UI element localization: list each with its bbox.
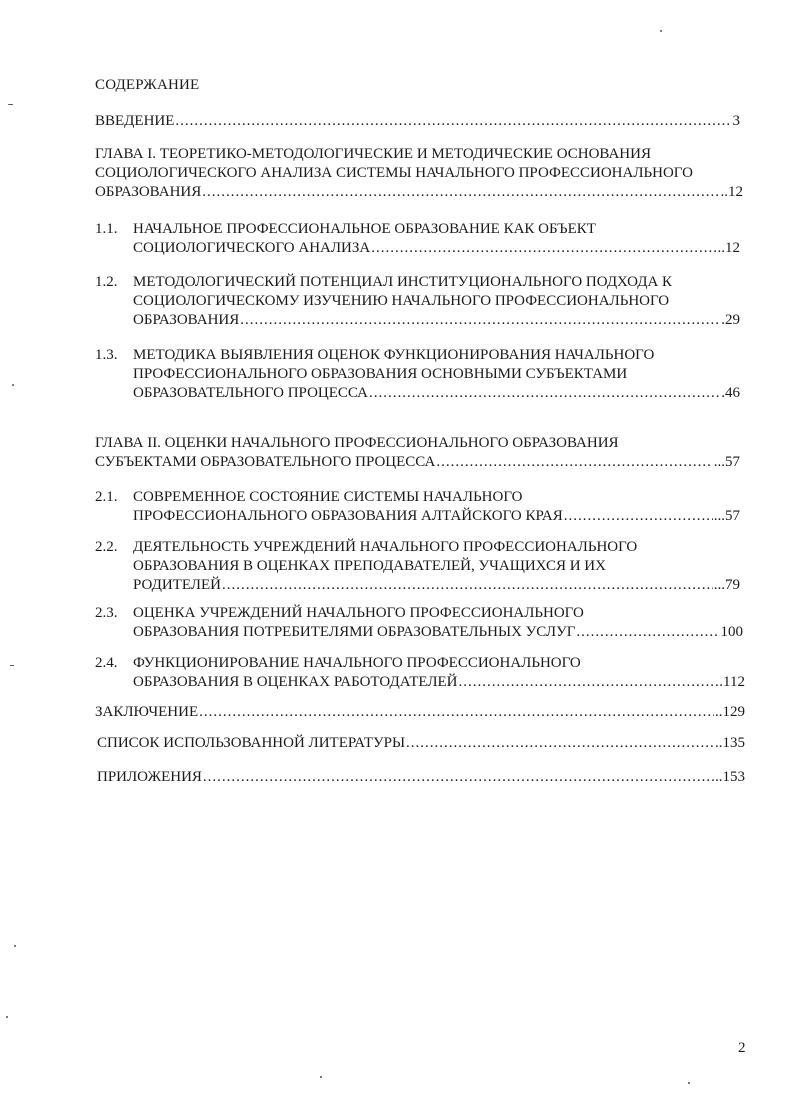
leader-dots (222, 576, 713, 595)
section-number: 2.3. (95, 605, 118, 621)
section-title-line: РОДИТЕЛЕЙ (133, 577, 221, 593)
section-title-line: ОБРАЗОВАТЕЛЬНОГО ПРОЦЕССА (133, 385, 368, 401)
toc-entry-section-2-4 (95, 654, 745, 694)
scan-speck (10, 665, 14, 666)
toc-entry-label: ПРИЛОЖЕНИЯ (97, 769, 202, 785)
toc-page-number: .112 (719, 674, 745, 690)
section-number: 1.1. (95, 221, 118, 237)
toc-entry-chapter-2 (95, 434, 740, 472)
toc-entry-appendices (97, 768, 745, 787)
toc-entry-section-2-1 (95, 488, 740, 528)
section-title-line: ОБРАЗОВАНИЯ (133, 312, 240, 328)
toc-entry-label: ВВЕДЕНИЕ (95, 113, 175, 129)
section-number: 2.1. (95, 489, 118, 505)
leader-dots (371, 239, 716, 258)
toc-entry-label: СПИСОК ИСПОЛЬЗОВАННОЙ ЛИТЕРАТУРЫ (97, 735, 406, 751)
scan-speck (320, 1076, 322, 1078)
section-number: 2.4. (95, 655, 118, 671)
chapter-title-line: СУБЪЕКТАМИ ОБРАЗОВАТЕЛЬНОГО ПРОЦЕССА (95, 454, 436, 470)
toc-page-number: ..135 (715, 735, 745, 751)
chapter-title-line: ГЛАВА I. ТЕОРЕТИКО-МЕТОДОЛОГИЧЕСКИЕ И МЕТОДИЧЕСКИЕ ОСНОВАНИЯ (95, 146, 651, 162)
section-title-line: ПРОФЕССИОНАЛЬНОГО ОБРАЗОВАНИЯ АЛТАЙСКОГО КРАЯ (133, 508, 563, 524)
section-title-line: ОЦЕНКА УЧРЕЖДЕНИЙ НАЧАЛЬНОГО ПРОФЕССИОНАЛЬНОГО (133, 605, 584, 621)
leader-dots (436, 453, 712, 472)
scan-speck (660, 30, 662, 32)
toc-page-number: ..129 (715, 704, 745, 720)
scan-speck (12, 384, 14, 386)
toc-entry-chapter-1 (95, 145, 743, 202)
toc-page-number: ...57 (713, 454, 740, 470)
leader-dots (202, 183, 719, 202)
leader-dots (564, 507, 713, 526)
toc-entry-section-1-1 (95, 220, 740, 260)
scan-speck (688, 1082, 690, 1084)
chapter-title-line: СОЦИОЛОГИЧЕСКОГО АНАЛИЗА СИСТЕМЫ НАЧАЛЬНОГО ПРОФЕССИОНАЛЬНОГО (95, 165, 693, 181)
toc-entry-conclusion (95, 703, 745, 722)
toc-page-number: ...57 (713, 508, 740, 524)
leader-dots (175, 112, 731, 131)
section-number: 1.2. (95, 274, 118, 290)
section-title-line: СОЦИОЛОГИЧЕСКОГО АНАЛИЗА (133, 240, 371, 256)
section-number: 2.2. (95, 539, 118, 555)
toc-page-number: ..153 (715, 769, 745, 785)
toc-page-number: 3 (732, 113, 740, 129)
toc-entry-introduction (95, 112, 740, 131)
toc-page-number: 100 (720, 624, 743, 640)
section-title-line: ПРОФЕССИОНАЛЬНОГО ОБРАЗОВАНИЯ ОСНОВНЫМИ СУБЪЕКТАМИ (133, 366, 628, 382)
toc-page-number: ..12 (717, 240, 740, 256)
leader-dots (576, 623, 719, 642)
section-number: 1.3. (95, 347, 118, 363)
toc-entry-section-1-2 (95, 273, 740, 333)
section-title-line: МЕТОДОЛОГИЧЕСКИЙ ПОТЕНЦИАЛ ИНСТИТУЦИОНАЛЬНОГО ПОДХОДА К (133, 274, 673, 290)
section-title-line: ОБРАЗОВАНИЯ В ОЦЕНКАХ РАБОТОДАТЕЛЕЙ (133, 674, 458, 690)
toc-page-number: .46 (721, 385, 740, 401)
leader-dots (369, 384, 720, 403)
section-title-line: ОБРАЗОВАНИЯ В ОЦЕНКАХ ПРЕПОДАВАТЕЛЕЙ, УЧАЩИХСЯ И ИХ (133, 558, 606, 574)
toc-entry-section-2-3 (95, 604, 743, 644)
scan-speck (14, 945, 16, 947)
page-number: 2 (738, 1040, 746, 1056)
toc-entry-label: ЗАКЛЮЧЕНИЕ (95, 704, 199, 720)
section-title-line: ОБРАЗОВАНИЯ ПОТРЕБИТЕЛЯМИ ОБРАЗОВАТЕЛЬНЫХ УСЛУГ (133, 624, 576, 640)
toc-entry-section-1-3 (95, 346, 740, 406)
scan-speck (8, 104, 13, 105)
leader-dots (406, 734, 714, 753)
section-title-line: СОЦИОЛОГИЧЕСКОМУ ИЗУЧЕНИЮ НАЧАЛЬНОГО ПРОФЕССИОНАЛЬНОГО (133, 293, 670, 309)
chapter-title-line: ОБРАЗОВАНИЯ (95, 184, 202, 200)
toc-title: СОДЕРЖАНИЕ (95, 77, 200, 93)
toc-entry-section-2-2 (95, 538, 740, 598)
toc-page-number: ...79 (713, 577, 740, 593)
section-title-line: СОВРЕМЕННОЕ СОСТОЯНИЕ СИСТЕМЫ НАЧАЛЬНОГО (133, 489, 523, 505)
section-title-line: ДЕЯТЕЛЬНОСТЬ УЧРЕЖДЕНИЙ НАЧАЛЬНОГО ПРОФЕССИОНАЛЬНОГО (133, 539, 638, 555)
scan-speck (6, 1016, 8, 1018)
toc-entry-references (97, 734, 745, 753)
leader-dots (240, 311, 720, 330)
leader-dots (199, 703, 714, 722)
leader-dots (203, 768, 714, 787)
section-title-line: МЕТОДИКА ВЫЯВЛЕНИЯ ОЦЕНОК ФУНКЦИОНИРОВАНИЯ НАЧАЛЬНОГО (133, 347, 655, 363)
section-title-line: НАЧАЛЬНОЕ ПРОФЕССИОНАЛЬНОЕ ОБРАЗОВАНИЕ КАК ОБЪЕКТ (133, 221, 596, 237)
chapter-title-line: ГЛАВА II. ОЦЕНКИ НАЧАЛЬНОГО ПРОФЕССИОНАЛЬНОГО ОБРАЗОВАНИЯ (95, 435, 619, 451)
toc-page-number: .29 (721, 312, 740, 328)
section-title-line: ФУНКЦИОНИРОВАНИЕ НАЧАЛЬНОГО ПРОФЕССИОНАЛЬНОГО (133, 655, 581, 671)
toc-page-number: ..12 (720, 184, 743, 200)
leader-dots (459, 673, 719, 692)
